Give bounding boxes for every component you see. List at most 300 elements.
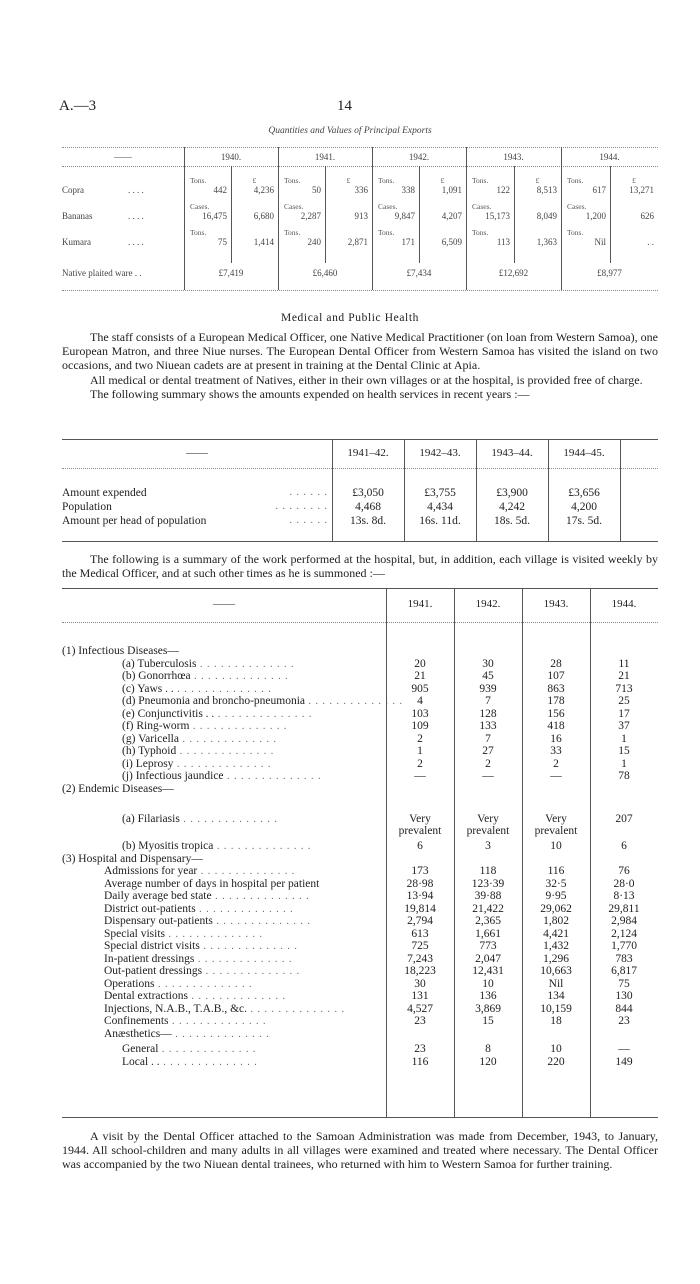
work-value: 37: [618, 720, 630, 732]
work-row-label: [122, 1056, 382, 1068]
unit-label: Tons.: [284, 228, 301, 237]
column-divider: [620, 439, 621, 541]
work-value: 23: [414, 1043, 426, 1055]
work-value: 136: [479, 990, 497, 1002]
work-value: 173: [411, 865, 429, 877]
expenditure-value: £3,900: [496, 487, 528, 499]
section-heading: Medical and Public Health: [281, 312, 419, 324]
leader-dots: . . . . . . . . . . . . . .: [168, 1016, 267, 1027]
work-row-text: (i) Leprosy: [122, 757, 174, 770]
work-value: 109: [411, 720, 429, 732]
work-value: 17: [618, 707, 630, 720]
work-row-text: (a) Tuberculosis: [122, 657, 197, 670]
year-header: 1940.: [220, 152, 242, 162]
pound-value: 6,509: [441, 237, 462, 247]
quantity-value: 171: [401, 237, 415, 247]
work-row-label: [104, 940, 382, 952]
unit-label: Cases.: [378, 202, 398, 211]
header-dash: ——: [114, 152, 132, 162]
pound-value: 1,414: [253, 237, 274, 247]
work-value: 28·98: [406, 877, 434, 890]
leader-dots: . . . . . . . . . . . . . .: [176, 746, 275, 757]
page-number: 14: [337, 98, 352, 114]
leader-dots: . . . . . . . . . . . . . .: [212, 916, 311, 927]
quantity-value: 16,475: [202, 211, 227, 221]
work-value: 3,869: [475, 1002, 501, 1015]
work-row-label: [104, 890, 382, 902]
leader-dots: . . . . . . . . . . . . . .: [171, 1028, 270, 1040]
expenditure-row-label: Amount per head of population: [62, 515, 207, 527]
work-value: 45: [482, 670, 494, 682]
expenditure-value: £3,755: [424, 487, 456, 499]
work-row-text: District out-patients: [104, 902, 196, 915]
work-value: 613: [411, 927, 429, 940]
leader-dots: . . . . . . . . . . . . . .: [305, 696, 403, 707]
work-value: 20: [414, 657, 426, 670]
leader-dots: . . . . . .: [289, 487, 328, 498]
work-value: 76: [618, 865, 630, 877]
work-value: 178: [547, 695, 565, 707]
expenditure-row-label: Population: [62, 501, 112, 513]
dental-visit: [62, 1129, 658, 1172]
rule: [62, 622, 658, 623]
work-row-text: (a) Filariasis: [122, 813, 180, 825]
year-header: 1942.: [475, 598, 501, 610]
leader-dots: . . . . . . . . . . . . . .: [223, 771, 322, 782]
work-value: 18,223: [404, 965, 436, 977]
pound-value: 8,513: [536, 185, 557, 195]
work-value: 7,243: [407, 952, 433, 965]
leader-dots: . . . . . . . . . . . . . .: [159, 1057, 258, 1068]
expenditure-value: 4,242: [499, 501, 525, 513]
work-value: 4,421: [543, 927, 569, 940]
pound-sign: £: [632, 176, 636, 185]
unit-label: Tons.: [190, 228, 207, 237]
work-value: 2: [485, 757, 491, 770]
work-value: 220: [547, 1056, 565, 1068]
work-row-text: Dental extractions: [104, 990, 188, 1002]
work-value: 863: [547, 682, 565, 695]
native-ware-label: Native plaited ware . .: [62, 268, 142, 278]
unit-label: Cases.: [472, 202, 492, 211]
work-value: 18: [550, 1015, 562, 1027]
work-value: 207: [615, 813, 633, 825]
year-header: 1941.: [314, 152, 336, 162]
leader-dots: . . . . . . . . . . . . . .: [165, 928, 264, 940]
work-row-label: [122, 695, 403, 707]
export-row-label: Bananas: [62, 211, 93, 221]
work-row-label: (1) Infectious Diseases—: [62, 645, 179, 657]
work-value: 15: [618, 745, 630, 757]
work-row-label: [122, 770, 382, 782]
paragraph-free-treatment: All medical or dental treatment of Natives, either in their own villages or at the hospital, is provided free of charge.: [90, 372, 643, 387]
leader-dots: . . . . . . . . . . . . . .: [173, 683, 272, 695]
work-value: 21,422: [472, 902, 504, 915]
work-value: 11: [618, 657, 630, 670]
work-value: 3: [485, 840, 491, 852]
work-row-label: Average number of days in hospital per patient: [104, 877, 320, 890]
work-row-label: [104, 990, 382, 1002]
leader-dots: . . . . . . . . . . . . . .: [199, 941, 298, 952]
work-value: 10,159: [540, 1002, 572, 1015]
rule: [62, 439, 658, 440]
work-row-text: (h) Typhoid: [122, 745, 177, 757]
work-value: 10: [550, 1043, 562, 1055]
work-value: 2,984: [611, 915, 637, 927]
work-value: 103: [411, 707, 429, 720]
work-row-text: Daily average bed state: [104, 890, 212, 902]
work-value: 16: [550, 732, 562, 745]
work-value: 713: [615, 682, 633, 695]
work-value: 123·39: [471, 877, 505, 890]
native-ware-value: £12,692: [498, 268, 529, 278]
expenditure-row-label: Amount expended: [62, 487, 147, 499]
leader-dots: . . . . . . . . . . . . . .: [196, 658, 295, 670]
work-row-label: [122, 733, 382, 745]
work-value: 19,814: [404, 902, 436, 915]
work-row-label: [104, 978, 382, 990]
work-value: 28·0: [613, 877, 635, 890]
work-value: 8·13: [613, 890, 635, 902]
work-row-text: Confinements: [104, 1015, 169, 1027]
work-value: 13·94: [406, 890, 434, 902]
work-value: Very: [477, 813, 499, 825]
work-value: 29,811: [608, 902, 640, 915]
expenditure-value: 4,200: [571, 501, 597, 513]
work-value: 116: [411, 1056, 429, 1068]
work-value: 128: [479, 707, 497, 720]
rule: [62, 290, 658, 291]
quantity-value: 113: [496, 237, 510, 247]
quantity-value: 50: [312, 185, 321, 195]
work-row-label: [122, 1043, 382, 1055]
work-value: 120: [479, 1056, 497, 1068]
exports-caption: Quantities and Values of Principal Exports: [268, 126, 432, 136]
year-header: 1941.: [407, 598, 433, 610]
expenditure-value: 18s. 5d.: [493, 515, 531, 527]
work-row-text: (e) Conjunctivitis . .: [122, 707, 215, 720]
unit-label: Tons.: [378, 176, 395, 185]
native-ware-value: £8,977: [597, 268, 622, 278]
paragraph-work-intro: The following is a summary of the work performed at the hospital, but, in addition, each village is visited weekly by the Medical Officer, and at such other times as he is summoned :—: [62, 552, 658, 581]
work-row-text: (b) Gonorrhœa: [122, 670, 191, 682]
unit-label: Tons.: [567, 176, 584, 185]
work-value: 2,365: [475, 915, 501, 927]
work-value: 773: [479, 940, 497, 952]
work-value: 844: [615, 1002, 633, 1015]
leader-dots: . . . . . . . . . . . . . .: [247, 1003, 345, 1015]
work-value: 783: [615, 952, 633, 965]
work-value: 2,794: [407, 915, 433, 927]
work-row-text: Injections, N.A.B., T.A.B., &c.: [104, 1002, 247, 1015]
leader-dots: . . . . . . . . . . . . . .: [194, 953, 293, 965]
work-value: 131: [411, 990, 429, 1002]
work-value: 7: [485, 732, 491, 745]
work-row-text: (c) Yaws . .: [122, 682, 174, 695]
work-row-label: [122, 670, 382, 682]
pound-value: . .: [647, 237, 654, 247]
unit-label: Tons.: [567, 228, 584, 237]
pound-value: 1,091: [441, 185, 462, 195]
quantity-value: 75: [218, 237, 227, 247]
work-row-text: Out-patient dressings: [104, 965, 203, 977]
unit-label: Tons.: [378, 228, 395, 237]
work-value: 39·88: [474, 890, 502, 902]
unit-label: Tons.: [472, 176, 489, 185]
work-value: 1,770: [611, 940, 637, 952]
work-value: 12,431: [472, 965, 504, 977]
work-value: 939: [479, 682, 497, 695]
work-value: prevalent: [466, 825, 510, 837]
leader-dots: . . . . . . . . . . . . . .: [179, 814, 278, 825]
quantity-value: 442: [213, 185, 227, 195]
work-value: 28: [550, 657, 562, 670]
leader-dots: . . . . . . . . . . . . . .: [190, 671, 289, 682]
work-row-label: [122, 708, 382, 720]
work-value: prevalent: [534, 825, 578, 837]
header-dash: ——: [186, 447, 208, 459]
work-value: Very: [545, 813, 567, 825]
work-value: 118: [479, 865, 497, 877]
leader-dots: . . . . . . . . . . . . . .: [214, 708, 313, 720]
work-value: 725: [411, 940, 429, 952]
work-value: 905: [411, 682, 429, 695]
work-value: 33: [550, 745, 562, 757]
work-row-text: (b) Myositis tropica: [122, 840, 214, 852]
pound-value: 626: [640, 211, 654, 221]
work-value: 7: [485, 695, 491, 707]
work-value: 75: [618, 977, 630, 990]
work-row-text: Dispensary out-patients: [104, 915, 213, 927]
leader-dots: . . . . . . . . . . . . . .: [173, 758, 272, 770]
leader-dots: . . . . . . . . . . . . . .: [187, 991, 286, 1002]
leader-dots: . . . .: [128, 237, 144, 247]
native-ware-value: £6,460: [312, 268, 338, 278]
work-value: 27: [482, 745, 494, 757]
quantity-value: 2,287: [300, 211, 321, 221]
work-row-text: Operations: [104, 977, 155, 990]
pound-sign: £: [252, 176, 257, 185]
work-value: 25: [618, 695, 630, 707]
work-value: 78: [618, 770, 630, 782]
work-row-text: General: [122, 1043, 159, 1055]
expenditure-value: £3,656: [568, 487, 600, 499]
work-value: 1,432: [543, 940, 569, 952]
work-row-label: [122, 840, 382, 852]
pound-value: 6,680: [253, 211, 274, 221]
year-header: 1944–45.: [563, 447, 605, 459]
quantity-value: 338: [401, 185, 415, 195]
rule: [62, 147, 658, 148]
paragraph-dental-visit: A visit by the Dental Officer attached to the Samoan Administration was made from December, 1943, to January, 1944. All school-children and many adults in all villages were examined and treated where necessary. The Dental Officer was accompanied by the two Niuean dental trainees, who returned with him to Western Samoa for further training.: [62, 1129, 658, 1172]
work-value: 6: [621, 840, 627, 852]
leader-dots: . . . . . . . . . . . . . .: [154, 978, 253, 990]
pound-value: 4,236: [253, 185, 274, 195]
year-header: 1943–44.: [491, 447, 533, 459]
work-value: 15: [482, 1015, 494, 1027]
work-value: 1: [621, 757, 627, 770]
rule: [62, 541, 658, 542]
year-header: 1941–42.: [347, 447, 389, 459]
leader-dots: . . . . . . . .: [275, 501, 328, 512]
unit-label: Cases.: [190, 202, 210, 211]
work-value: 30: [482, 657, 494, 670]
unit-label: Cases.: [284, 202, 304, 211]
leader-dots: . . . . . . . . . . . . . .: [197, 866, 296, 877]
work-value: 134: [547, 990, 565, 1002]
pound-sign: £: [440, 176, 445, 185]
work-value: 6,817: [611, 965, 637, 977]
work-value: 418: [547, 720, 565, 732]
quantity-value: 15,173: [485, 211, 510, 221]
work-value: 8: [485, 1043, 491, 1055]
work-row-label: [122, 813, 382, 825]
work-value: 133: [479, 720, 497, 732]
paragraph-staff: The staff consists of a European Medical Officer, one Native Medical Practitioner (on loan from Western Samoa), one European Matron, and three Niue nurses. The European Dental Officer from Western Samoa has visited the island on two occasions, and two Niuean cadets are at present in training at the Dental Clinic at Apia.: [62, 330, 658, 373]
work-value: 10,663: [540, 965, 572, 977]
rule: [62, 588, 658, 589]
leader-dots: . . . . . . . . . . . . . .: [202, 966, 301, 977]
leader-dots: . . . .: [128, 211, 144, 221]
unit-label: Tons.: [284, 176, 301, 185]
pound-value: 4,207: [441, 211, 462, 221]
expenditure-value: 4,434: [427, 501, 453, 513]
leader-dots: . . . .: [128, 185, 144, 195]
leader-dots: . . . . . . . . . . . . . .: [189, 721, 288, 732]
expenditure-value: 16s. 11d.: [419, 515, 461, 527]
work-value: 30: [414, 977, 426, 990]
work-value: 107: [547, 670, 565, 682]
year-header: 1942–43.: [419, 447, 461, 459]
work-value: —: [550, 770, 562, 782]
work-value: 156: [547, 707, 565, 720]
export-row-label: Copra: [62, 185, 84, 195]
year-header: 1944.: [611, 598, 637, 610]
pound-value: 2,871: [347, 237, 368, 247]
work-value: 10: [482, 977, 494, 990]
work-row-label: [104, 953, 382, 965]
work-row-text: Special visits: [104, 927, 166, 940]
work-value: 1,296: [543, 952, 569, 965]
pound-value: 8,049: [536, 211, 557, 221]
work-row-label: (3) Hospital and Dispensary—: [62, 852, 203, 865]
work-row-text: Local . .: [122, 1056, 160, 1068]
quantity-value: Nil: [594, 237, 606, 247]
work-intro: [62, 552, 658, 580]
work-row-label: [104, 928, 382, 940]
work-row-text: (f) Ring-worm: [122, 720, 190, 732]
leader-dots: . . . . . . . . . . . . . .: [158, 1044, 257, 1055]
year-header: 1944.: [599, 152, 620, 162]
work-value: Very: [409, 813, 431, 825]
pound-value: 913: [354, 211, 368, 221]
work-value: 2: [553, 757, 559, 770]
work-value: —: [618, 1043, 630, 1055]
rule: [62, 166, 658, 167]
pound-sign: £: [535, 176, 540, 185]
rule: [62, 1117, 658, 1118]
rule: [62, 468, 658, 469]
work-value: 1,802: [543, 915, 569, 927]
leader-dots: . . . . . . . . . . . . . .: [213, 841, 312, 852]
work-row-label: [104, 1015, 382, 1027]
work-value: 1,661: [475, 927, 501, 940]
work-row-text: Special district visits: [104, 940, 200, 952]
year-header: 1942.: [408, 152, 430, 162]
work-value: —: [482, 770, 494, 782]
work-row-label: [122, 683, 382, 695]
work-value: 23: [414, 1015, 426, 1027]
leader-dots: . . . . . . . . . . . . . .: [178, 733, 277, 745]
work-value: 2: [417, 757, 423, 770]
work-value: 23: [618, 1015, 630, 1027]
year-header: 1943.: [543, 598, 569, 610]
quantity-value: 122: [496, 185, 510, 195]
work-row-label: [104, 965, 382, 977]
native-ware-value: £7,419: [218, 268, 244, 278]
header-dash: ——: [213, 598, 235, 610]
expenditure-value: 4,468: [355, 501, 381, 513]
quantity-value: 1,200: [585, 211, 606, 221]
work-value: 10: [550, 840, 562, 852]
work-value: Nil: [548, 977, 564, 990]
work-value: 1: [417, 745, 423, 757]
work-value: 9·95: [545, 890, 567, 902]
work-value: prevalent: [398, 825, 442, 837]
work-value: 21: [414, 670, 426, 682]
leader-dots: . . . . . . . . . . . . . .: [211, 891, 310, 902]
pound-value: 1,363: [536, 237, 557, 247]
unit-label: Tons.: [472, 228, 489, 237]
work-row-label: [122, 720, 382, 732]
leader-dots: . . . . . . . . . . . . . .: [195, 903, 294, 915]
work-row-text: (g) Varicella: [122, 732, 179, 745]
work-value: 4,527: [407, 1002, 433, 1015]
work-row-label: [122, 658, 382, 670]
native-ware-value: £7,434: [406, 268, 432, 278]
work-row-label: [122, 758, 382, 770]
quantity-value: 240: [307, 237, 321, 247]
work-row-label: [104, 1028, 382, 1040]
work-row-label: [104, 903, 382, 915]
work-row-text: In-patient dressings: [104, 952, 195, 965]
work-value: 130: [615, 990, 633, 1002]
work-row-text: (d) Pneumonia and broncho-pneumonia: [122, 695, 305, 707]
export-row-label: Kumara: [62, 237, 91, 247]
work-row-label: [104, 1003, 382, 1015]
work-value: 32·5: [545, 877, 567, 890]
quantity-value: 9,847: [394, 211, 415, 221]
pound-value: 336: [354, 185, 368, 195]
paragraph-summary-intro: The following summary shows the amounts expended on health services in recent years :—: [90, 386, 530, 401]
work-value: 29,062: [540, 902, 572, 915]
work-value: 2: [417, 732, 423, 745]
work-row-text: Anæsthetics—: [104, 1027, 172, 1040]
work-value: 4: [417, 695, 423, 707]
pound-value: 13,271: [629, 185, 654, 195]
work-row-text: (j) Infectious jaundice: [122, 770, 224, 782]
work-row-text: Admissions for year: [104, 865, 198, 877]
work-value: 6: [417, 840, 423, 852]
work-row-label: [122, 745, 382, 757]
work-value: —: [414, 770, 426, 782]
work-value: 2,047: [475, 952, 501, 965]
work-row-label: (2) Endemic Diseases—: [62, 782, 174, 795]
expenditure-value: 17s. 5d.: [565, 515, 603, 527]
work-value: 1: [621, 732, 627, 745]
work-row-label: [104, 865, 382, 877]
expenditure-value: £3,050: [352, 487, 384, 499]
